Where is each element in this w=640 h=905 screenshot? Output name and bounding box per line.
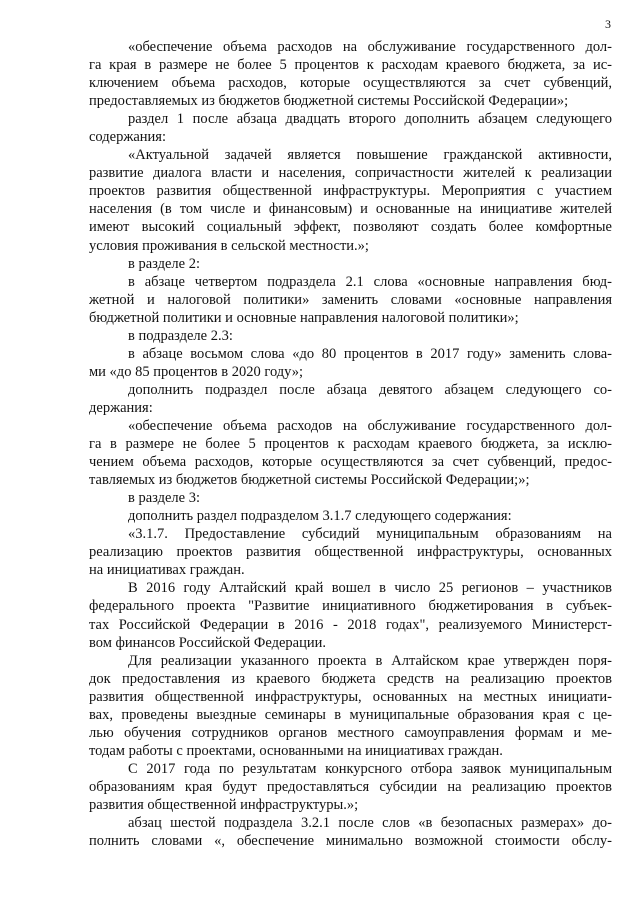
text-line: в абзаце четвертом подраздела 2.1 слова «основные направления бюд-: [128, 273, 612, 290]
text-line: С 2017 года по результатам конкурсного отбора заявок муниципальным: [128, 760, 612, 777]
text-line: жетной и налоговой политики» заменить словами «основные направления: [89, 291, 612, 308]
text-line: в разделе 3:: [128, 490, 201, 507]
text-line: абзац шестой подраздела 3.2.1 после слов «в безопасных размерах» до-: [128, 815, 612, 832]
text-line: «обеспечение объема расходов на обслуживание государственного дол-: [128, 39, 612, 55]
text-line: вом финансов Российской Федерации.: [89, 634, 326, 651]
text-line: лью обучения сотрудников органов местного самоуправления формам и ме-: [89, 724, 612, 741]
text-line: ключением объема расходов, которые осуществляются за счет субвенций,: [89, 75, 612, 92]
text-line: на инициативах граждан.: [89, 562, 245, 579]
text-line: проектов развития общественной инфраструктуры. Мероприятия с участием: [89, 183, 612, 200]
text-line: га в размере не более 5 процентов к расходам краевого бюджета, за исклю-: [89, 436, 612, 453]
text-line: развития общественной инфраструктуры, основанных на местных инициати-: [89, 688, 612, 705]
text-line: федерального проекта "Развитие инициативного бюджетирования в субъек-: [89, 598, 612, 615]
text-line: содержания:: [89, 129, 167, 146]
text-line: вах, проведены выездные семинары в муниципальные образования края с це-: [89, 706, 612, 723]
text-line: раздел 1 после абзаца двадцать второго дополнить абзацем следующего: [128, 111, 612, 128]
text-line: в разделе 2:: [128, 255, 201, 272]
text-line: держания:: [89, 399, 153, 416]
text-line: тодам работы с проектами, основанными на инициативах граждан.: [89, 742, 503, 759]
text-line: ми «до 85 процентов в 2020 году»;: [89, 363, 304, 380]
text-line: док предоставления из краевого бюджета средств на реализацию проектов: [89, 670, 612, 687]
text-line: тах Российской Федерации в 2016 - 2018 годах", реализуемого Министерст-: [89, 616, 612, 633]
text-line: га края в размере не более 5 процентов к расходам краевого бюджета, за ис-: [89, 57, 612, 74]
text-line: чением объема расходов, которые осуществляются за счет субвенций, предос-: [89, 454, 612, 471]
text-line: тавляемых из бюджетов бюджетной системы Российской Федерации;»;: [89, 472, 530, 489]
text-line: развития общественной инфраструктуры.»;: [89, 796, 359, 813]
text-line: образованиям края будут предоставляться субсидии на реализацию проектов: [89, 778, 612, 795]
text-line: «3.1.7. Предоставление субсидий муниципальным образованиям на: [128, 526, 612, 543]
text-line: реализацию проектов развития общественной инфраструктуры, основанных: [89, 544, 612, 561]
page-number: 3: [605, 17, 611, 31]
text-line: дополнить раздел подразделом 3.1.7 следующего содержания:: [128, 508, 512, 525]
text-line: предоставляемых из бюджетов бюджетной системы Российской Федерации»;: [89, 93, 569, 110]
text-line: дополнить подраздел после абзаца девятого абзацем следующего со-: [128, 381, 612, 398]
text-line: условия проживания в сельской местности.»;: [89, 237, 369, 254]
text-line: бюджетной политики и основные направления налоговой политики»;: [89, 309, 519, 326]
text-line: «Актуальной задачей является повышение гражданской активности,: [128, 147, 612, 164]
text-line: В 2016 году Алтайский край вошел в число 25 регионов – участников: [128, 580, 612, 597]
text-line: Для реализации указанного проекта в Алтайском крае утвержден поря-: [128, 652, 612, 669]
text-line: «обеспечение объема расходов на обслуживание государственного дол-: [128, 417, 612, 434]
text-line: в абзаце восьмом слова «до 80 процентов в 2017 году» заменить слова-: [128, 345, 612, 362]
text-line: развитие диалога власти и населения, сопричастности жителей к реализации: [89, 165, 612, 182]
text-line: в подразделе 2.3:: [128, 327, 233, 344]
text-line: имеют высокий социальный эффект, позволяют создать более комфортные: [89, 219, 612, 236]
text-line: населения (в том числе и финансовым) и основанные на инициативе жителей: [89, 201, 612, 218]
text-line: полнить словами «, обеспечение минимально возможной стоимости обслу-: [89, 833, 612, 850]
body-text: [89, 38, 612, 850]
